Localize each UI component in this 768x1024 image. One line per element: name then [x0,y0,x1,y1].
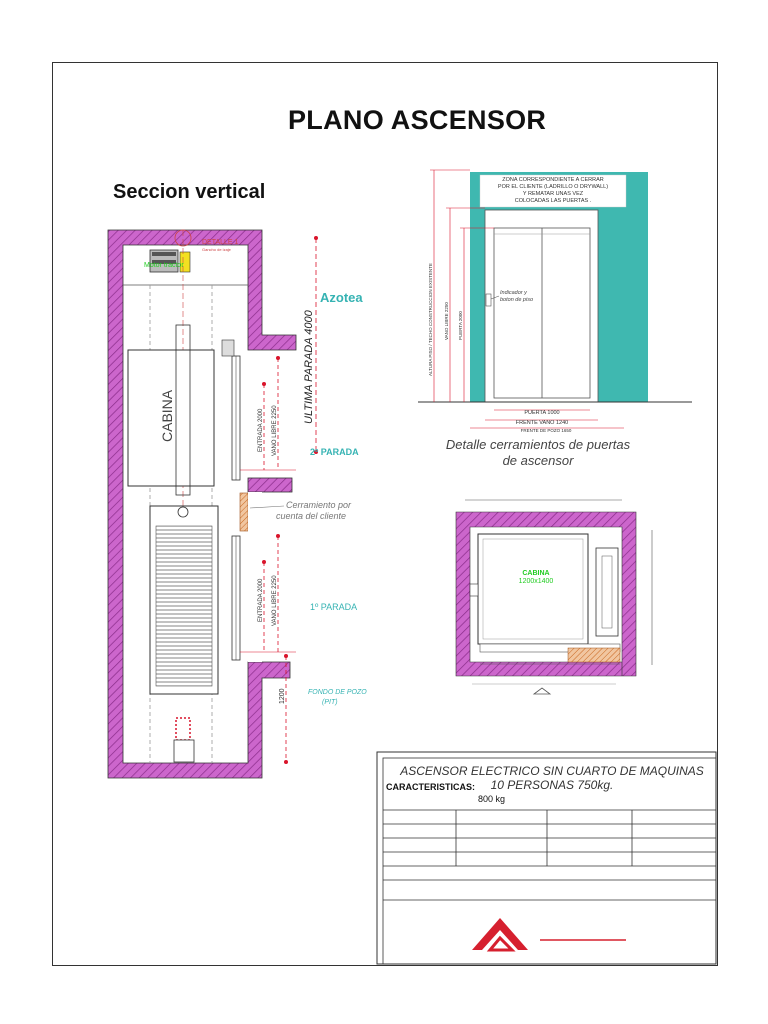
cabin-label: CABINA [159,389,175,442]
zone-note-1: ZONA CORRESPONDIENTE A CERRAR [502,177,604,183]
tb-heading: ASCENSOR ELECTRICO SIN CUARTO DE MAQUINAS [400,764,704,778]
client-closure [240,493,248,531]
tb-load: 800 kg [478,794,506,804]
machine-label: Motor tractor [144,262,184,269]
front-opening: FRENTE VANO 1240 [515,420,569,426]
pit-line1: FONDO DE POZO [308,689,367,696]
pit-dim: 1200 [279,688,286,704]
zone-note-4: COLOCADAS LAS PUERTAS . [514,198,592,204]
plan-cabin-size: 1200x1400 [518,578,554,585]
rooftop-label: Azotea [320,290,363,305]
pit-line2: (PIT) [322,699,338,706]
height-label: ALTURA PISO / TECHO CONSTRUCCION EXISTENTE [428,263,433,376]
shaft-front: FRENTE DE POZO 1650 [520,428,572,433]
section-view [108,230,367,778]
tb-capacity: 10 PERSONAS 750kg. [490,778,614,792]
plan-cabin-label: CABINA [522,570,550,577]
indicator-1: Indicador y [500,290,527,296]
title-block [377,752,716,964]
client-closure-line1: Cerramiento por [286,500,352,510]
floor-button [486,294,491,306]
plan-arrow [534,688,550,694]
clear-height-label: VANO LIBRE 2250 [444,302,449,340]
clear-opening-label-1: VANO LIBRE 2250 [272,575,278,626]
stop2-label: 2º PARADA [310,447,359,457]
lower-wall-seg [248,492,262,662]
entrance-label-1: ENTRADA 2000 [258,578,264,622]
detail-sub: Gancho de izaje [202,247,231,252]
door-caption-1: Detalle cerramientos de puertas [445,437,631,452]
shaft-wall [108,230,296,778]
clear-opening-label-2: VANO LIBRE 2250 [272,405,278,456]
client-closure-line2: cuenta del cliente [276,511,347,521]
floor-slab-2 [248,478,292,492]
plan-view [456,500,652,694]
plan-door-brick [568,648,620,662]
door-width: PUERTA 1000 [524,410,560,416]
door-caption-2: de ascensor [502,453,574,468]
zone-note-2: POR EL CLIENTE (LADRILLO O DRYWALL) [497,184,609,190]
ladder [156,526,212,686]
section-title: Seccion vertical [113,181,266,203]
last-stop-label: ULTIMA PARADA 4000 [303,310,315,424]
door-height-label: PUERTA 2000 [458,311,463,340]
stop1-label: 1º PARADA [310,602,358,612]
door-detail [418,170,692,468]
zone-note-3: Y REMATAR UNAS VEZ [522,191,584,197]
entrance-label-2: ENTRADA 2000 [258,408,264,452]
indicator-2: boton de piso [500,297,534,303]
page-title: PLANO ASCENSOR [288,105,547,135]
plan-cabin [478,534,588,644]
pit-buffer [176,718,190,740]
detail-tag: DETALLE 1 [202,239,239,246]
tb-features-label: CARACTERISTICAS: [386,782,475,792]
